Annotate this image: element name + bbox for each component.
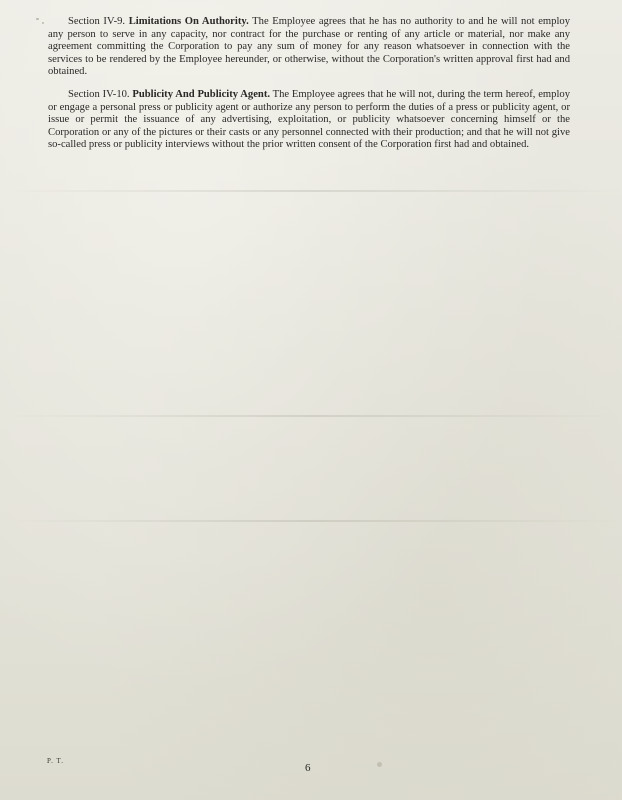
paper-fold-line xyxy=(0,520,622,522)
page-number: 6 xyxy=(305,762,311,774)
section-number: Section IV-10. xyxy=(68,88,130,100)
section-title: Limitations On Authority. xyxy=(128,16,249,27)
section-number: Section IV-9. xyxy=(68,16,126,27)
paper-speck xyxy=(377,762,382,767)
section-body: The Employee agrees that he will not, during the term hereof, employ or engage a personal press or publicity agent or authorize any person to perform the duties of a press or publicity agent, or issue or permit the issuance of any advertising, exploitation, or publicity whatsoever concerning himself or the Corporation or any of the pictures or their casts or any personnel connected with their production; and that he will not give so-called press or publicity interviews without the prior written consent of the Corporation first had and obtained. xyxy=(48,88,570,151)
paper-fold-line xyxy=(0,415,622,417)
paper-fold-line xyxy=(0,190,622,192)
footer-note: P. T. xyxy=(47,757,64,765)
paper-speck xyxy=(36,18,39,20)
document-body xyxy=(48,16,570,162)
paper-speck xyxy=(42,22,44,24)
section-iv-9 xyxy=(48,16,570,79)
section-iv-10 xyxy=(48,89,570,152)
section-body: The Employee agrees that he has no authority to and he will not employ any person to serve in any capacity, nor contract for the purchase or renting of any article or material, nor make any agreement committing the Corporation to pay any sum of money for any reason whatsoever in connection with the services to be rendered by the Employee hereunder, or otherwise, without the Corporation's written approval first had and obtained. xyxy=(48,16,571,78)
section-title: Publicity And Publicity Agent. xyxy=(132,88,270,100)
